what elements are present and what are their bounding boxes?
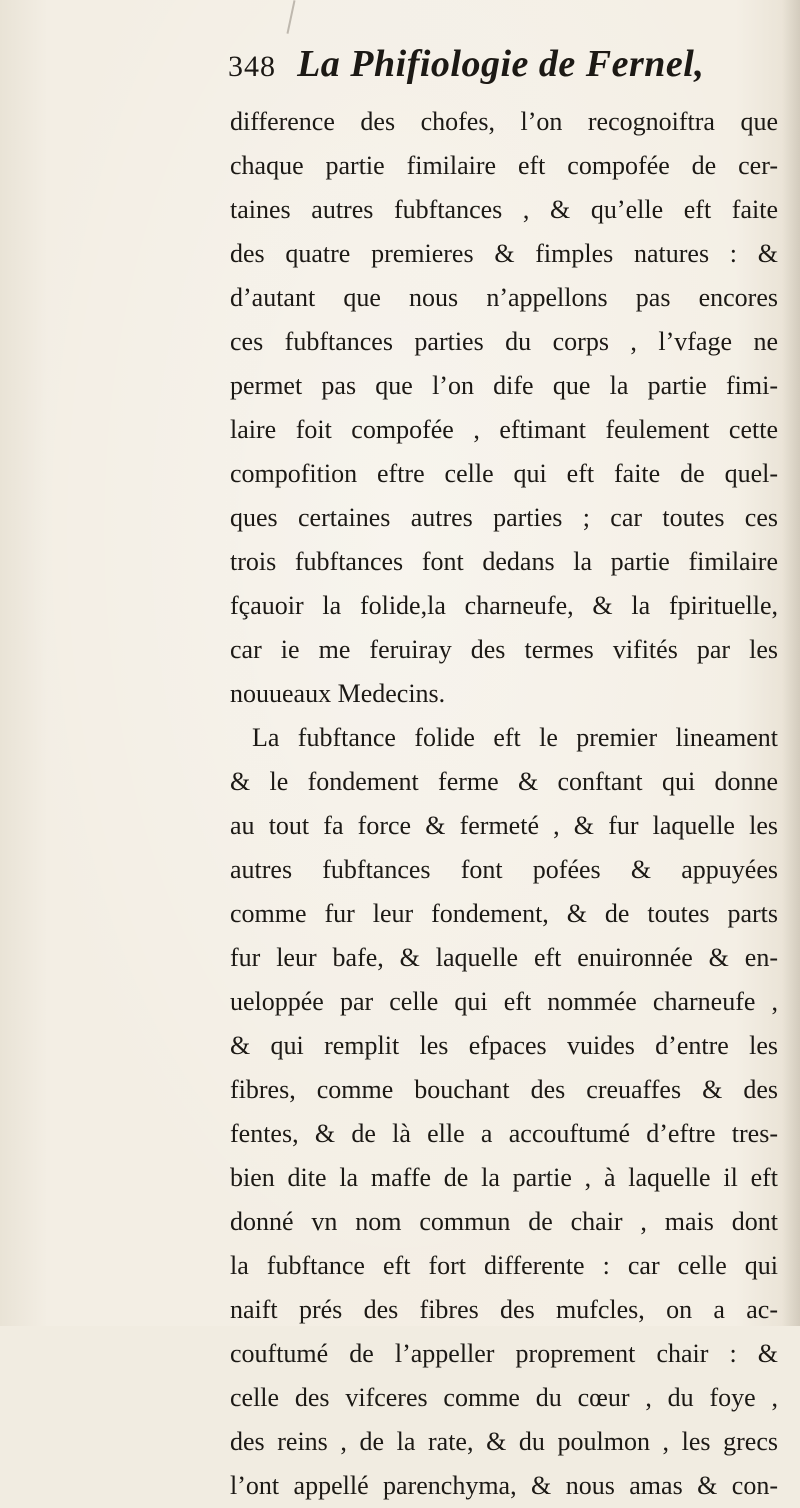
- text-line: fibres, comme bouchant des creuaffes & des: [230, 1075, 778, 1104]
- text-line: ces fubftances parties du corps , l’vfage ne: [230, 327, 778, 356]
- text-line: laire foit compofée , eftimant feulement cette: [230, 415, 778, 444]
- text-line: permet pas que l’on dife que la partie fimi-: [230, 371, 778, 400]
- text-line: comme fur leur fondement, & de toutes parts: [230, 899, 778, 928]
- text-line: fçauoir la folide,la charneufe, & la fpirituelle,: [230, 591, 778, 620]
- page-number: 348: [228, 50, 276, 83]
- text-line: & qui remplit les efpaces vuides d’entre les: [230, 1031, 778, 1060]
- text-line: autres fubftances font pofées & appuyées: [230, 855, 778, 884]
- text-line: couftumé de l’appeller proprement chair : &: [230, 1339, 778, 1368]
- text-line: compofition eftre celle qui eft faite de quel-: [230, 459, 778, 488]
- text-line: fentes, & de là elle a accouftumé d’eftre tres-: [230, 1119, 778, 1148]
- text-line: d’autant que nous n’appellons pas encores: [230, 283, 778, 312]
- text-line: difference des chofes, l’on recognoiftra que: [230, 107, 778, 136]
- text-line: celle des vifceres comme du cœur , du foye ,: [230, 1383, 778, 1412]
- text-line: bien dite la maffe de la partie , à laquelle il eft: [230, 1163, 778, 1192]
- running-title: La Phifiologie de Fernel,: [297, 43, 705, 85]
- text-line: fur leur bafe, & laquelle eft enuironnée & en-: [230, 943, 778, 972]
- text-line: ques certaines autres parties ; car toutes ces: [230, 503, 778, 532]
- text-line: naift prés des fibres des mufcles, on a ac-: [230, 1295, 778, 1324]
- text-line: donné vn nom commun de chair , mais dont: [230, 1207, 778, 1236]
- text-line: des quatre premieres & fimples natures : &: [230, 239, 778, 268]
- text-line: & le fondement ferme & conftant qui donne: [230, 767, 778, 796]
- text-line: au tout fa force & fermeté , & fur laquelle les: [230, 811, 778, 840]
- paragraph-start-line: La fubftance folide eft le premier lineament: [252, 723, 778, 752]
- text-line: taines autres fubftances , & qu’elle eft faite: [230, 195, 778, 224]
- text-line: trois fubftances font dedans la partie fimilaire: [230, 547, 778, 576]
- text-line: nouueaux Medecins.: [230, 679, 446, 708]
- text-line: ueloppée par celle qui eft nommée charneufe ,: [230, 987, 778, 1016]
- page-header: [228, 42, 704, 94]
- paper-mark: [286, 0, 295, 34]
- page-edge-shadow: [782, 0, 800, 1326]
- text-line: chaque partie fimilaire eft compofée de cer-: [230, 151, 778, 180]
- text-line: car ie me feruiray des termes vifités par les: [230, 635, 778, 664]
- body-text: [230, 100, 778, 1508]
- text-line: la fubftance eft fort differente : car celle qui: [230, 1251, 778, 1280]
- text-line: l’ont appellé parenchyma, & nous amas & con-: [230, 1471, 778, 1500]
- text-line: des reins , de la rate, & du poulmon , les grecs: [230, 1427, 778, 1456]
